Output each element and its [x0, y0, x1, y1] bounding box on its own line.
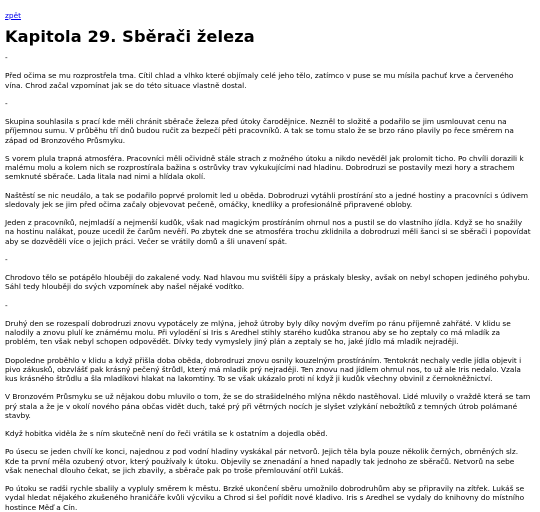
paragraph: V Bronzovém Průsmyku se už nějakou dobu mluvilo o tom, že se do strašidelného mlýna někdo nastěhoval. Lidé mluvily o vraždě která se tam prý stala a že je v okolí nového pána občas vidět duch, také prý při větrných nocích je slyšet vzlykání nebožtíků z temných útrob polámané stavby.: [5, 392, 531, 420]
chapter-title: Kapitola 29. Sběrači železa: [5, 27, 255, 46]
separator: -: [5, 53, 8, 62]
paragraph: Po útoku se radši rychle sbalily a vypluly směrem k městu. Brzké ukončení sběru umožnilo dobrodruhům aby se připravily na zítřek. Lukáš se vydal hledat nějakého zkušeného hraničáře kvůli výcviku a Chrod si šel pořídit nové kladivo. Iris s Aredhel se vydaly do knihovny do místního hostince Měď a Cín.: [5, 484, 525, 512]
paragraph: Druhý den se rozespalí dobrodruzi znovu vypotácely ze mlýna, jehož útroby byly díky novým dveřím po ránu příjemně zahřáté. V klidu se nalodily a znovu plulí ke známému molu. Při vylodění si Iris s Aredhel stihly starého kudůka stranou aby se ho zeptaly co má mladík za problém, ten však nebyl schopen odpovědět. Dívky tedy vymyslely jiný plán a zeptaly se ho, jaké jídlo má mladík nejraději.: [5, 318, 511, 347]
separator: -: [5, 254, 8, 264]
separator: -: [5, 98, 8, 108]
paragraph: Před očima se mu rozprostřela tma. Cítil chlad a vlhko které objímaly celé jeho tělo, zatímco v puse se mu mísila pachuť krve a červeného vína. Chrod začal vzpomínat jak se do této situace vlastně dostal.: [5, 71, 514, 90]
paragraph: Jeden z pracovníků, nejmladší a nejmenší kudůk, však nad magickým prostíráním ohrnul nos a pustil se do vlastního jídla. Když se ho snažily na hostinu nalákat, pouze ucedil že čarům nevěří. Po zbytek dne se atmosféra trochu zklidnila a dobrodruzi měli šanci si se sběrači i popovídat aby se dozvěděli více o jejich práci. Večer se vrátily domů a šli unavení spát.: [5, 218, 531, 246]
paragraph: Skupina souhlasila s prací kde měli chránit sběrače železa před útoky čarodějnice. Nezněl to složitě a podařilo se jim usmlouvat cenu na příjemnou sumu. V průběhu tří dnů budou ručit za bezpečí pěti pracovníků. A tak se tomu stalo že se brzo ráno plavily po řece směrem na západ od Bronzového Průsmyku.: [5, 117, 514, 145]
chapter-body: [5, 53, 535, 512]
paragraph: Dopoledne proběhlo v klidu a když přišla doba oběda, dobrodruzi znovu osnily kouzelným prostíráním. Tentokrát nechaly vedle jídla objevit i pivo zákusků, obzvlášť pak krásný pečený štrůdl, který má mladík prý nejraději. Ten znovu nad jídlem ohrnul nos, to už ale Iris nedalo. Vzala kus krásného štrůdlu a šla mladíkovi hlakat na lakomtiny. To se však ukázalo proti ní když ji kudůk všechny obvinil z černokněžnictví.: [5, 355, 522, 383]
paragraph: Po úsecu se jeden chvílí ke konci, najednou z pod vodní hladiny vyskákal pár netvorů. Jejich těla byla pouze několik černých, obrněných slz. Kde ta první měla ozubený otvor, který používaly k útoku. Objevily se znenadání a hned napadly tak jednoho ze sběračů. Netvorů na sebe však nenechal dlouho čekat, se jich zbavily, a sběrače pak po troše přemlouvání otřil Lukáš.: [5, 447, 519, 475]
back-link[interactable]: zpět: [5, 11, 22, 20]
paragraph: S vorem plula trapná atmosféra. Pracovníci měli očividně stále strach z možného útoku a nikdo nevěděl jak prolomit ticho. Po chvíli dorazili k malému molu a kolem nich se rozprostírala bažina s ostrůvky trav vykukujícími nad hladinu. Dobrodruzi se postavily mezi hory a strachem semknuté sběrače. Lada litala nad nimi a hlídala okolí.: [5, 153, 524, 182]
paragraph: Chrodovo tělo se potápělo hlouběji do zakalené vody. Nad hlavou mu svištěli šípy a práskaly blesky, avšak on nebyl schopen jediného pohybu. Sáhl tedy hlouběji do svých vzpomínek aby našel nějaké vodítko.: [5, 273, 530, 292]
paragraph: Naštěstí se nic neudálo, a tak se podařilo poprvé prolomit led u oběda. Dobrodruzi vytáhli prostírání sto a jedné hostiny a pracovníci s údivem sledovaly jek se jim před očima začaly objevovat pečeně, omáčky, knedlíky a profesionálně připravené obloby.: [5, 190, 529, 209]
paragraph: Když hobitka viděla že s ním skutečně není do řeči vrátila se k ostatním a dojedla oběd.: [5, 429, 328, 438]
separator: -: [5, 300, 8, 310]
